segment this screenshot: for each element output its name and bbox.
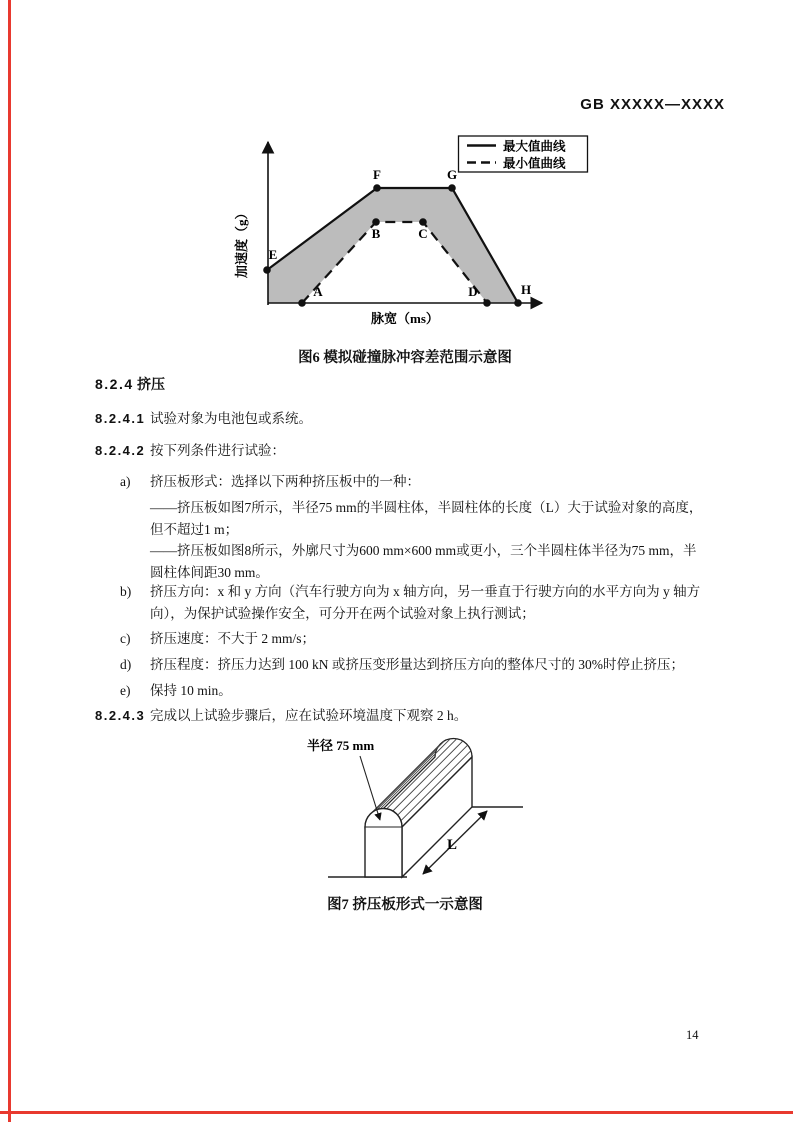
radius-leader-line (360, 756, 380, 820)
point-label-E: E (268, 247, 278, 262)
list-line: 圆柱体间距30 mm。 (150, 565, 269, 580)
list-item-e (120, 680, 232, 702)
list-marker: d) (120, 657, 132, 672)
x-axis-label: 脉宽（ms） (371, 311, 439, 326)
tolerance-band (267, 188, 518, 303)
point-G (448, 184, 456, 192)
point-label-D: D (468, 284, 478, 299)
figure7-caption: 图7 挤压板形式一示意图 (327, 897, 483, 913)
list-marker (120, 497, 150, 541)
point-E (263, 266, 271, 274)
list-marker: a) (120, 474, 131, 489)
figure6-pulse-tolerance-chart (230, 130, 600, 340)
point-label-B: B (371, 226, 381, 241)
point-label-A: A (313, 284, 323, 299)
plate-front-face (365, 809, 402, 878)
point-label-G: G (446, 167, 458, 182)
legend-max-label: 最大值曲线 (503, 139, 566, 154)
y-axis-label: 加速度（g） (234, 206, 249, 278)
figure6-caption: 图6 模拟碰撞脉冲容差范围示意图 (298, 350, 512, 366)
list-item-dash-plate7 (120, 497, 702, 541)
point-label-F: F (373, 167, 381, 182)
list-line: 向），为保护试验操作安全，可分开在两个试验对象上执行测试； (150, 606, 535, 621)
list-marker: b) (120, 584, 132, 599)
clause-8241 (95, 407, 312, 427)
point-A (298, 299, 306, 307)
clause-text: 按下列条件进行试验： (150, 443, 285, 458)
point-C (419, 218, 427, 226)
point-D (483, 299, 491, 307)
list-marker: c) (120, 631, 131, 646)
standard-number-header: GB XXXXX—XXXX (580, 96, 725, 113)
point-H (514, 299, 522, 307)
clause-8243 (95, 704, 467, 724)
list-marker: e) (120, 683, 131, 698)
section-heading-number: 8.2.4 (95, 376, 134, 392)
list-item-dash-plate8 (120, 540, 697, 584)
list-item-a (120, 471, 420, 493)
point-label-C: C (418, 226, 428, 241)
clause-number: 8.2.4.2 (95, 443, 146, 458)
page-number: 14 (686, 1028, 699, 1042)
section-heading (95, 374, 165, 394)
clause-number: 8.2.4.3 (95, 708, 146, 723)
list-line: 挤压程度：挤压力达到 100 kN 或挤压变形量达到挤压方向的整体尺寸的 30%时停止挤压； (150, 657, 684, 672)
list-item-c (120, 628, 315, 650)
list-line: 保持 10 min。 (150, 683, 232, 698)
point-B (372, 218, 380, 226)
list-line: ——挤压板如图7所示，半径75 mm的半圆柱体，半圆柱体的长度（L）大于试验对象的高度， (150, 500, 703, 515)
list-line: 挤压速度：不大于 2 mm/s； (150, 631, 316, 646)
list-line: 挤压板形式：选择以下两种挤压板中的一种： (150, 474, 420, 489)
radius-label: 半径 75 mm (307, 738, 375, 753)
section-heading-title: 挤压 (137, 376, 165, 392)
list-marker (120, 540, 150, 584)
list-item-b (120, 581, 700, 625)
clause-8242 (95, 439, 285, 459)
page-margin-line-vertical (8, 0, 11, 1122)
list-line: 挤压方向：x 和 y 方向（汽车行驶方向为 x 轴方向，另一垂直于行驶方向的水平方向为 y 轴方 (150, 584, 701, 599)
clause-number: 8.2.4.1 (95, 411, 146, 426)
clause-text: 试验对象为电池包或系统。 (150, 411, 312, 426)
legend-min-label: 最小值曲线 (503, 156, 566, 171)
list-item-d (120, 654, 684, 676)
list-line: 但不超过1 m； (150, 522, 239, 537)
point-label-H: H (521, 282, 532, 297)
list-line: ——挤压板如图8所示，外廓尺寸为600 mm×600 mm或更小，三个半圆柱体半径为75 mm，半 (150, 543, 697, 558)
page-margin-line-horizontal (0, 1111, 793, 1114)
length-label: L (446, 837, 458, 853)
point-F (373, 184, 381, 192)
figure7-crush-plate-diagram (295, 732, 535, 890)
clause-text: 完成以上试验步骤后，应在试验环境温度下观察 2 h。 (150, 708, 468, 723)
